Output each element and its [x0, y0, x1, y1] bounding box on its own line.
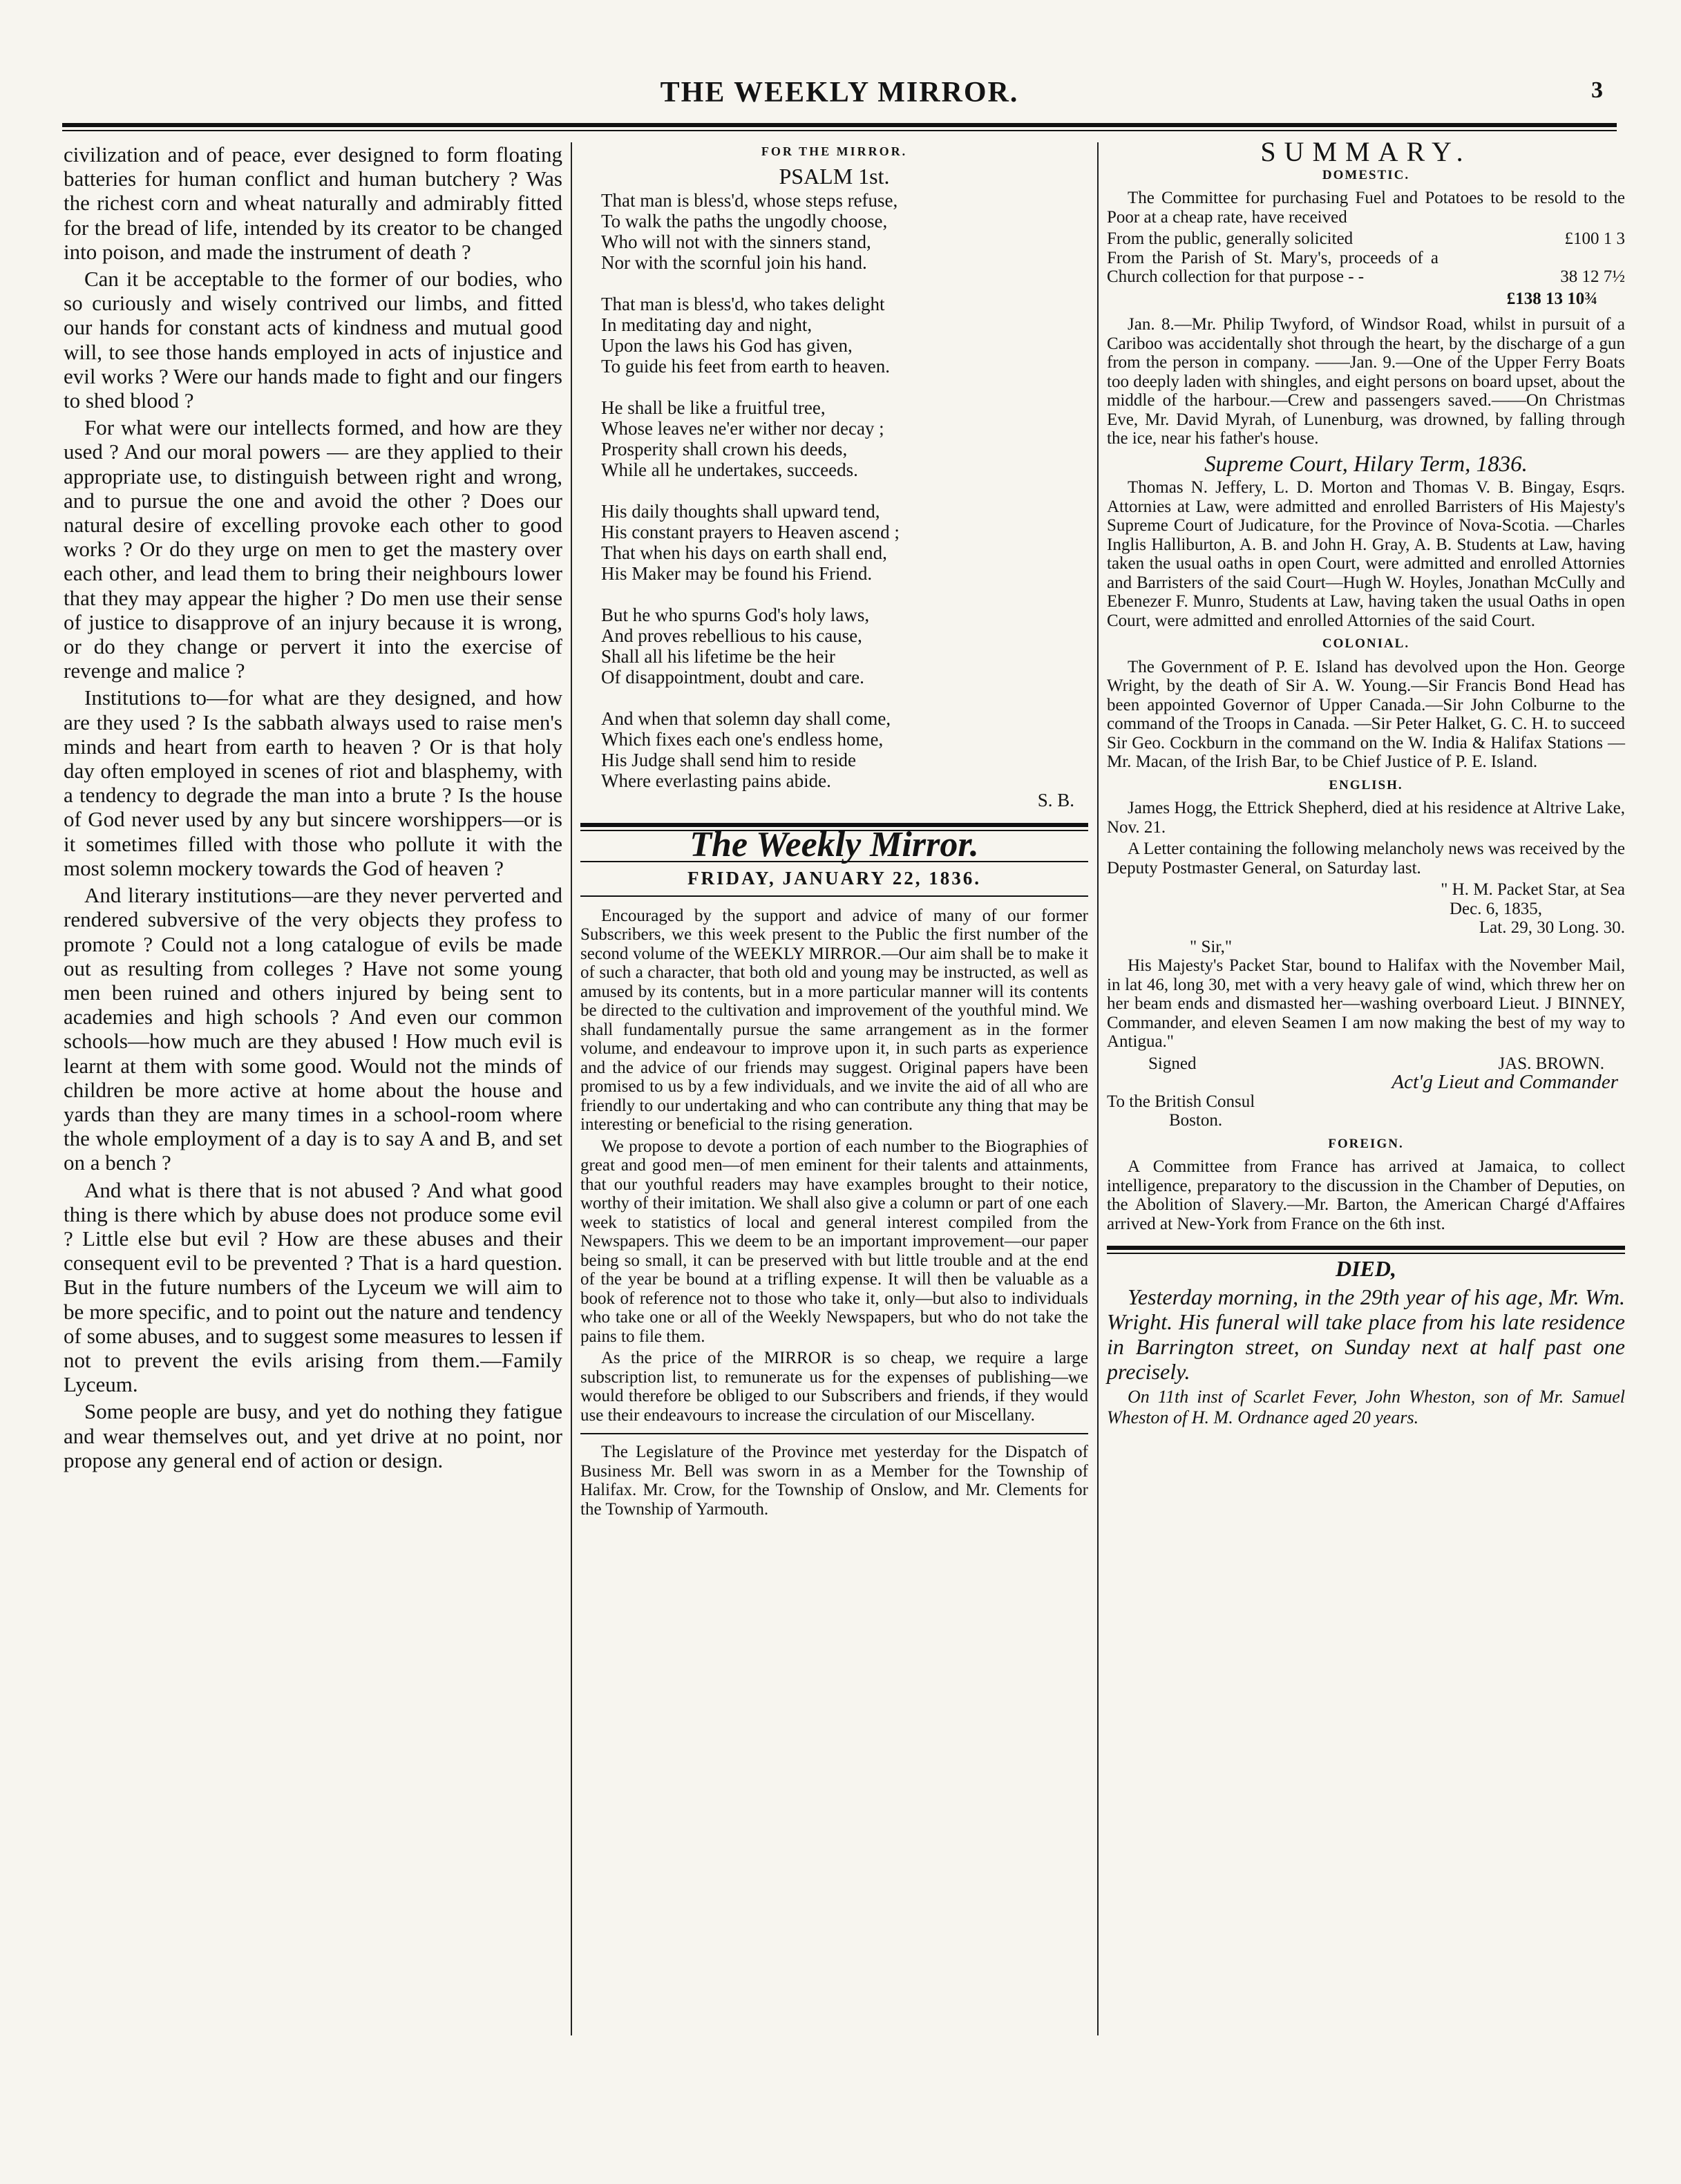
letter-signer-title: Act'g Lieut and Commander: [1392, 1071, 1618, 1093]
letter-signature: [1107, 1054, 1625, 1074]
court-text: Thomas N. Jeffery, L. D. Morton and Thomas V. B. Bingay, Esqrs. Attornies at Law, were admitted and enrolled Barristers of His Majesty's Supreme Court of Judicature, for the Province of Nova-Scotia. —Charles Inglis Halliburton, A. B. and John H. Gray, A. B. Students at Law, having taken the usual oaths in open Court, were admitted and enrolled Attornies and Barristers of the said Court—Hugh W. Hoyles, Jonathan McCully and Ebenezer F. Munro, Students at Law, having taken the usual Oaths in open Court, were admitted and enrolled Attornies of the said Court.: [1107, 478, 1625, 630]
poem-line: Upon the laws his God has given,: [601, 335, 853, 356]
poem-signature: S. B.: [1037, 790, 1074, 810]
funds-label: From the public, generally solicited: [1107, 229, 1354, 248]
column-divider: [571, 142, 572, 2035]
poem-title: PSALM 1st.: [779, 163, 890, 189]
column-1: [64, 142, 562, 1475]
article-paragraph: civilization and of peace, ever designed to form floating batteries for human conflict and human butchery ? Was the richest corn and wheat naturally and admirably fitted for the bread of life, intended by its creator to be changed into poison, and made the instrument of death ?: [64, 142, 562, 264]
foreign-heading: FOREIGN.: [1328, 1136, 1404, 1151]
newspaper-title: THE WEEKLY MIRROR.: [660, 77, 1019, 108]
domestic-heading: DOMESTIC.: [1322, 167, 1410, 182]
poem-stanza: [601, 501, 1088, 584]
poem-line: Where everlasting pains abide.: [601, 770, 831, 791]
funds-label: From the Parish of St. Mary's, proceeds of a Church collection for that purpose - -: [1107, 248, 1438, 286]
page-number: 3: [1591, 77, 1603, 103]
poem-line: Whose leaves ne'er wither nor decay ;: [601, 418, 884, 439]
poem-line: To walk the paths the ungodly choose,: [601, 211, 888, 231]
poem-line: Of disappointment, doubt and care.: [601, 667, 864, 687]
poem-line: His Judge shall send him to reside: [601, 750, 856, 770]
section-rule: [580, 895, 1088, 897]
poem-line: But he who spurns God's holy laws,: [601, 605, 870, 625]
section-rule: [1107, 1246, 1625, 1250]
summary-title: SUMMARY.: [1260, 136, 1472, 167]
article-paragraph: For what were our intellects formed, and how are they used ? And our moral powers — are they applied to their appropriate use, to distinguish between right and wrong, and to pursue the one and avoid the other ? Does our natural desire of excelling provoke each other to good works ? Or do they urge on men to get the mastery over each other, and lead them to bring their neighbours lower that they may appear the higher ? Do men use their sense of justice to disapprove of an injury because it is wrong, or do they change or pervert it into the exercise of revenge and malice ?: [64, 415, 562, 683]
funds-table: [1107, 229, 1625, 308]
article-paragraph: Institutions to—for what are they designed, and how are they used ? Is the sabbath always used to raise men's minds and heart from earth to heaven ? Or is that holy day often employed in scenes of riot and blasphemy, with a tendency to degrade the man into a brute ? Is the house of God never used by any but sincere worshippers—or is it sometimes filled with those who pollute it with the most solemn mockery towards the God of heaven ?: [64, 685, 562, 880]
funds-amount: £100 1 3: [1564, 229, 1625, 248]
letter-heading-line: Lat. 29, 30 Long. 30.: [1479, 918, 1625, 937]
poem-line: His constant prayers to Heaven ascend ;: [601, 522, 900, 542]
poem-line: Which fixes each one's endless home,: [601, 729, 884, 750]
english-heading: ENGLISH.: [1329, 777, 1403, 792]
poem-stanza: [601, 397, 1088, 480]
editorial-paragraph: We propose to devote a portion of each number to the Biographies of great and good men—of men eminent for their talents and attainments, that our youthful readers may have examples brought to their notice, worthy of their imitation. We shall also give a column or part of one each week to statistics of local and general interest compiled from the Newspapers. This we deem to be an important improvement—our paper being so small, it can be preserved with but little trouble and at the end of the year be bound at a trifling expense. It will then be valuable as a book of reference not to those who take it, only—but also to individuals who take one or all of the Weekly Newspapers, but who do not take the pains to file them.: [580, 1137, 1088, 1346]
column-divider: [1097, 142, 1099, 2035]
poem-line: Prosperity shall crown his deeds,: [601, 439, 848, 459]
poem-line: That man is bless'd, whose steps refuse,: [601, 190, 898, 211]
died-notice: On 11th inst of Scarlet Fever, John Wheston, son of Mr. Samuel Wheston of H. M. Ordnance aged 20 years.: [1107, 1386, 1625, 1427]
article-paragraph: Can it be acceptable to the former of our bodies, who so curiously and wisely contrived our limbs, and fitted our hands for constant acts of kindness and mutual good will, to see those hands employed in acts of injustice and evil works ? Were our hands made to fight and our fingers to shed blood ?: [64, 267, 562, 413]
editorial-paragraph: Encouraged by the support and advice of many of our former Subscribers, we this week present to the Public the first number of the second volume of the WEEKLY MIRROR.—Our aim shall be to make it of such a character, that both old and young may be instructed, as well as amused by its contents, but in a more particular manner will its contents be directed to the cultivation and improvement of the youthful mind. We shall fundamentally pursue the same arrangement as in the former volume, and endeavour to improve upon it, in such parts as experience and the advice of our friends may suggest. Original papers have been promised to us by a few individuals, and we invite the aid of all who are friendly to our undertaking and who can contribute any thing that may be interesting or beneficial to the rising generation.: [580, 906, 1088, 1134]
poem-line: To guide his feet from earth to heaven.: [601, 356, 890, 377]
died-heading: DIED,: [1335, 1256, 1396, 1281]
column-3: [1107, 136, 1625, 1431]
domestic-news: Jan. 8.—Mr. Philip Twyford, of Windsor Road, whilst in pursuit of a Cariboo was accidentally shot through the heart, by the discharge of a gun from the person in company. ——Jan. 9.—One of the Upper Ferry Boats too deeply laden with shingles, and eight persons on board upset, about the middle of the harbour.—Crew and passengers saved.——On Christmas Eve, Mr. David Myrah, of Lunenburg, was drowned, by falling through the ice, near his father's house.: [1107, 315, 1625, 448]
poem-stanza: [601, 605, 1088, 687]
paper-title: The Weekly Mirror.: [690, 824, 979, 864]
poem: [601, 190, 1088, 791]
died-notice: Yesterday morning, in the 29th year of his age, Mr. Wm. Wright. His funeral will take place from his late residence in Barrington street, on Sunday next at half past one precisely.: [1107, 1284, 1625, 1384]
english-text: A Letter containing the following melancholy news was received by the Deputy Postmaster General, on Saturday last.: [1107, 839, 1625, 877]
poem-line: Nor with the scornful join his hand.: [601, 252, 867, 273]
poem-line: Shall all his lifetime be the heir: [601, 646, 835, 667]
poem-line: That when his days on earth shall end,: [601, 542, 887, 563]
poem-stanza: [601, 190, 1088, 273]
poem-line: Who will not with the sinners stand,: [601, 231, 871, 252]
poem-line: And proves rebellious to his cause,: [601, 625, 862, 646]
poem-line: His Maker may be found his Friend.: [601, 563, 873, 584]
funds-amount: 38 12 7½: [1560, 267, 1625, 286]
letter-heading-line: " H. M. Packet Star, at Sea: [1441, 880, 1625, 899]
funds-row: [1107, 249, 1625, 287]
letter-heading-line: Dec. 6, 1835,: [1450, 899, 1542, 918]
english-text: James Hogg, the Ettrick Shepherd, died at his residence at Altrive Lake, Nov. 21.: [1107, 799, 1625, 837]
article-paragraph: And what is there that is not abused ? And what good thing is there which by abuse does not produce some evil ? Little else but evil ? How are these abuses and their consequent evil to be prevented ? That is a hard question. But in the future numbers of the Lyceum we will aim to be more specific, and to point out the nature and tendency of some abuses, and to suggest some measures to lessen if not to prevent the evils arising from them.—Family Lyceum.: [64, 1177, 562, 1397]
column-2: [580, 142, 1088, 1521]
funds-total: £138 13 10¾: [1506, 289, 1597, 308]
colonial-text: The Government of P. E. Island has devolved upon the Hon. George Wright, by the death of Sir A. W. Young.—Sir Francis Bond Head has been appointed Governor of Upper Canada.—Sir John Colburne to the command of the Troops in Canada. —Sir Peter Halket, G. C. H. to succeed Sir Geo. Cockburn in the command on the W. India & Halifax Stations —Mr. Macan, of the Irish Bar, to be Chief Justice of P. E. Island.: [1107, 657, 1625, 771]
masthead: [62, 69, 1617, 117]
poem-line: That man is bless'd, who takes delight: [601, 294, 885, 314]
letter-signed-label: Signed: [1148, 1054, 1197, 1073]
poem-line: While all he undertakes, succeeds.: [601, 459, 858, 480]
colonial-heading: COLONIAL.: [1322, 636, 1410, 651]
editorial-paragraph: As the price of the MIRROR is so cheap, we require a large subscription list, to remunerate us for the expenses of publishing—we would therefore be obliged to our Subscribers and friends, if they would use their endeavours to increase the circulation of our Miscellany.: [580, 1349, 1088, 1425]
court-heading: Supreme Court, Hilary Term, 1836.: [1204, 451, 1528, 477]
poem-stanza: [601, 294, 1088, 377]
poem-line: And when that solemn day shall come,: [601, 708, 891, 729]
article-paragraph: Some people are busy, and yet do nothing they fatigue and wear themselves out, and yet drive at no point, nor propose any general end of action or design.: [64, 1399, 562, 1472]
letter-heading: [1107, 880, 1625, 938]
poem-header: FOR THE MIRROR.: [761, 144, 908, 158]
letter-recipient: Boston.: [1169, 1111, 1223, 1130]
letter-salutation: " Sir,": [1190, 937, 1233, 956]
letter-body: His Majesty's Packet Star, bound to Halifax with the November Mail, in lat 46, long 30, met with a very heavy gale of wind, which threw her on her beam ends and dismasted her—washing overboard Lieut. J BINNEY, Commander, and eleven Seamen I am now making the best of my way to Antigua.": [1107, 956, 1625, 1051]
letter-recipient: To the British Consul: [1107, 1092, 1255, 1111]
section-rule: [1107, 1253, 1625, 1254]
funds-intro: The Committee for purchasing Fuel and Potatoes to be resold to the Poor at a cheap rate, have received: [1107, 189, 1625, 227]
poem-line: In meditating day and night,: [601, 314, 813, 335]
section-rule: [580, 1433, 1088, 1434]
funds-row: [1107, 229, 1625, 249]
letter-signer: JAS. BROWN.: [1498, 1054, 1604, 1073]
article-paragraph: And literary institutions—are they never perverted and rendered subversive of the very objects they profess to promote ? Could not a long catalogue of evils be made out as resulting from colleges ? Have not some young men been ruined and others injured by being sent to academies and high schools ? And even our common schools—how much are they abused ! How much evil is learnt at them with some good. Would not the minds of children be more active at home about the house and yards than they are many times in a school-room where the whole employment of a day is to say A and B, and set on a bench ?: [64, 883, 562, 1175]
poem-line: His daily thoughts shall upward tend,: [601, 501, 880, 522]
masthead-rule: [62, 123, 1617, 131]
poem-stanza: [601, 708, 1088, 791]
issue-date: FRIDAY, JANUARY 22, 1836.: [687, 868, 982, 889]
foreign-text: A Committee from France has arrived at Jamaica, to collect intelligence, preparatory to the discussion in the Chamber of Deputies, on the Abolition of Slavery.—Mr. Barton, the American Chargé d'Affaires arrived at New-York from France on the 6th inst.: [1107, 1157, 1625, 1233]
poem-line: He shall be like a fruitful tree,: [601, 397, 826, 418]
editorial-paragraph: The Legislature of the Province met yesterday for the Dispatch of Business Mr. Bell was sworn in as a Member for the Township of Halifax. Mr. Crow, for the Township of Onslow, and Mr. Clements for the Township of Yarmouth.: [580, 1443, 1088, 1519]
